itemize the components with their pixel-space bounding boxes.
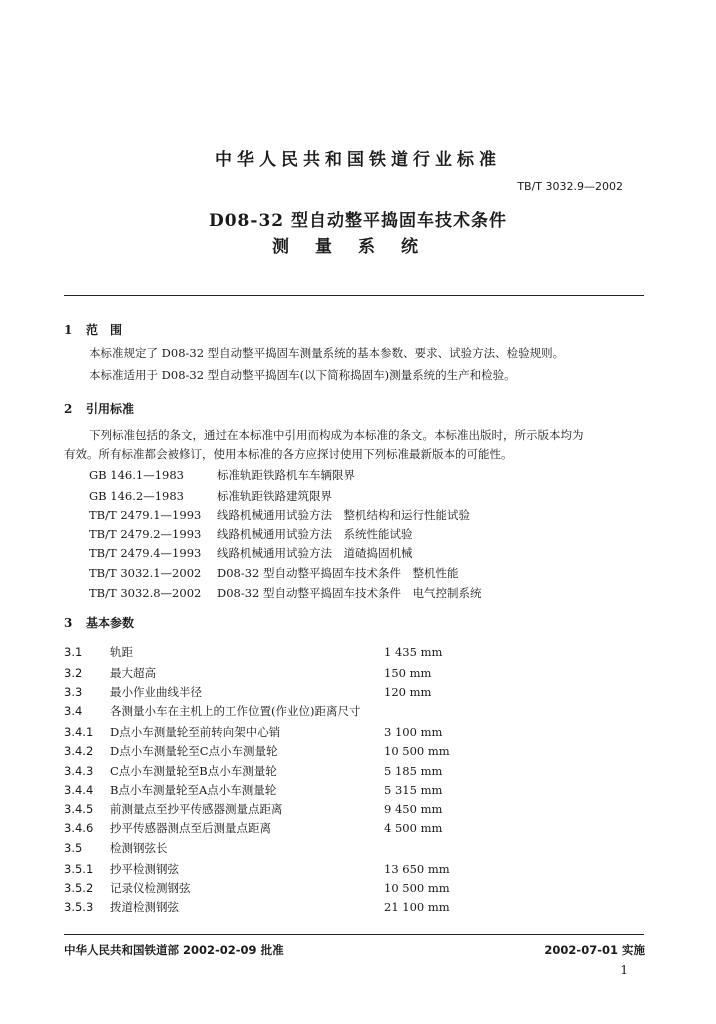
section-title: 范 围: [86, 323, 123, 337]
parameter-label: 各测量小车在主机上的工作位置(作业位)距离尺寸: [110, 704, 361, 718]
parameter-number: 3.4.3: [64, 764, 94, 778]
parameter-row: [64, 724, 584, 744]
document-title: D08-32 型自动整平捣固车技术条件: [208, 211, 508, 231]
footer-divider: [64, 934, 644, 935]
parameter-number: 3.4.1: [64, 725, 94, 739]
parameter-number: 3.4.5: [64, 802, 94, 816]
reference-title: 线路机械通用试验方法 系统性能试验: [217, 527, 413, 541]
parameter-label: D点小车测量轮至前转向架中心销: [110, 725, 281, 739]
reference-title: D08-32 型自动整平捣固车技术条件 电气控制系统: [217, 586, 482, 600]
parameter-number: 3.4.2: [64, 744, 94, 758]
reference-code: TB/T 2479.1—1993: [89, 508, 202, 522]
reference-code: GB 146.2—1983: [89, 489, 184, 503]
parameter-number: 3.2: [64, 666, 83, 680]
reference-item: [89, 585, 482, 601]
parameter-label: 最小作业曲线半径: [110, 685, 202, 699]
reference-item: [89, 507, 470, 523]
parameter-label: 前测量点至抄平传感器测量点距离: [110, 802, 283, 816]
reference-title: 线路机械通用试验方法 整机结构和运行性能试验: [217, 508, 470, 522]
parameter-row: [64, 665, 584, 685]
parameter-row: [64, 880, 584, 900]
section-number: 1: [64, 323, 73, 337]
parameter-label: 最大超高: [110, 666, 156, 680]
parameter-row: [64, 861, 584, 881]
reference-item: [89, 467, 355, 483]
parameter-label: 抄平检测钢弦: [110, 862, 179, 876]
document-subtitle: 测量系统: [272, 237, 444, 257]
parameter-value: 9 450 mm: [384, 802, 443, 816]
parameter-row: [64, 684, 584, 704]
parameter-value: 1 435 mm: [384, 645, 443, 659]
parameter-number: 3.5: [64, 841, 83, 855]
references-intro-line-1: 下列标准包括的条文，通过在本标准中引用而构成为本标准的条文。本标准出版时，所示版本均为: [89, 428, 584, 442]
reference-code: GB 146.1—1983: [89, 468, 184, 482]
page-number: 1: [620, 963, 628, 977]
parameter-label: 抄平传感器测点至后测量点距离: [110, 821, 271, 835]
parameter-number: 3.1: [64, 645, 83, 659]
section-heading-parameters: [64, 614, 134, 631]
section-number: 3: [64, 616, 73, 630]
parameter-number: 3.5.3: [64, 900, 94, 914]
parameter-label: 检测钢弦长: [110, 841, 168, 855]
header-divider: [64, 295, 644, 296]
parameter-value: 3 100 mm: [384, 725, 443, 739]
parameter-label: B点小车测量轮至A点小车测量轮: [110, 783, 277, 797]
parameter-value: 5 315 mm: [384, 783, 443, 797]
reference-title: D08-32 型自动整平捣固车技术条件 整机性能: [217, 566, 459, 580]
parameter-row: [64, 801, 584, 821]
reference-title: 标准轨距铁路建筑限界: [217, 489, 332, 503]
scope-paragraph-1: 本标准规定了 D08-32 型自动整平捣固车测量系统的基本参数、要求、试验方法、检验规则。: [89, 346, 565, 360]
parameter-row: [64, 840, 584, 860]
parameter-number: 3.4: [64, 704, 83, 718]
reference-item: [89, 565, 459, 581]
issuing-organization: 中华人民共和国铁道行业标准: [215, 150, 501, 170]
parameter-value: 4 500 mm: [384, 821, 443, 835]
reference-item: [89, 526, 413, 542]
parameter-value: 120 mm: [384, 685, 432, 699]
parameter-row: [64, 763, 584, 783]
parameter-value: 21 100 mm: [384, 900, 450, 914]
implementation-date: 2002-07-01 实施: [544, 943, 645, 957]
parameter-value: 150 mm: [384, 666, 432, 680]
parameter-value: 10 500 mm: [384, 881, 450, 895]
parameter-number: 3.3: [64, 685, 83, 699]
parameter-row: [64, 644, 584, 664]
parameter-label: D点小车测量轮至C点小车测量轮: [110, 744, 278, 758]
parameter-value: 10 500 mm: [384, 744, 450, 758]
parameter-row: [64, 899, 584, 919]
parameter-number: 3.5.2: [64, 881, 94, 895]
parameter-label: 拨道检测钢弦: [110, 900, 179, 914]
parameter-number: 3.5.1: [64, 862, 94, 876]
reference-code: TB/T 2479.2—1993: [89, 527, 202, 541]
parameter-number: 3.4.6: [64, 821, 94, 835]
reference-code: TB/T 3032.8—2002: [89, 586, 202, 600]
section-title: 基本参数: [86, 616, 135, 630]
section-number: 2: [64, 402, 73, 416]
parameter-row: [64, 782, 584, 802]
parameter-value: 5 185 mm: [384, 764, 443, 778]
parameter-label: 记录仪检测钢弦: [110, 881, 191, 895]
parameter-row: [64, 743, 584, 763]
reference-item: [89, 545, 413, 561]
parameter-number: 3.4.4: [64, 783, 94, 797]
parameter-row: [64, 820, 584, 840]
reference-code: TB/T 3032.1—2002: [89, 566, 202, 580]
section-heading-scope: [64, 321, 122, 338]
references-intro-line-2: 有效。所有标准都会被修订，使用本标准的各方应探讨使用下列标准最新版本的可能性。: [64, 447, 513, 461]
reference-title: 线路机械通用试验方法 道碴捣固机械: [217, 546, 413, 560]
reference-code: TB/T 2479.4—1993: [89, 546, 202, 560]
reference-item: [89, 488, 332, 504]
section-title: 引用标准: [86, 402, 135, 416]
scope-paragraph-2: 本标准适用于 D08-32 型自动整平捣固车(以下简称捣固车)测量系统的生产和检验。: [89, 368, 516, 382]
approval-date: 中华人民共和国铁道部 2002-02-09 批准: [64, 943, 284, 957]
standard-code: TB/T 3032.9—2002: [517, 180, 623, 193]
parameter-label: C点小车测量轮至B点小车测量轮: [110, 764, 277, 778]
parameter-row: [64, 703, 584, 723]
section-heading-references: [64, 400, 134, 417]
parameter-value: 13 650 mm: [384, 862, 450, 876]
reference-title: 标准轨距铁路机车车辆限界: [217, 468, 355, 482]
parameter-label: 轨距: [110, 645, 133, 659]
